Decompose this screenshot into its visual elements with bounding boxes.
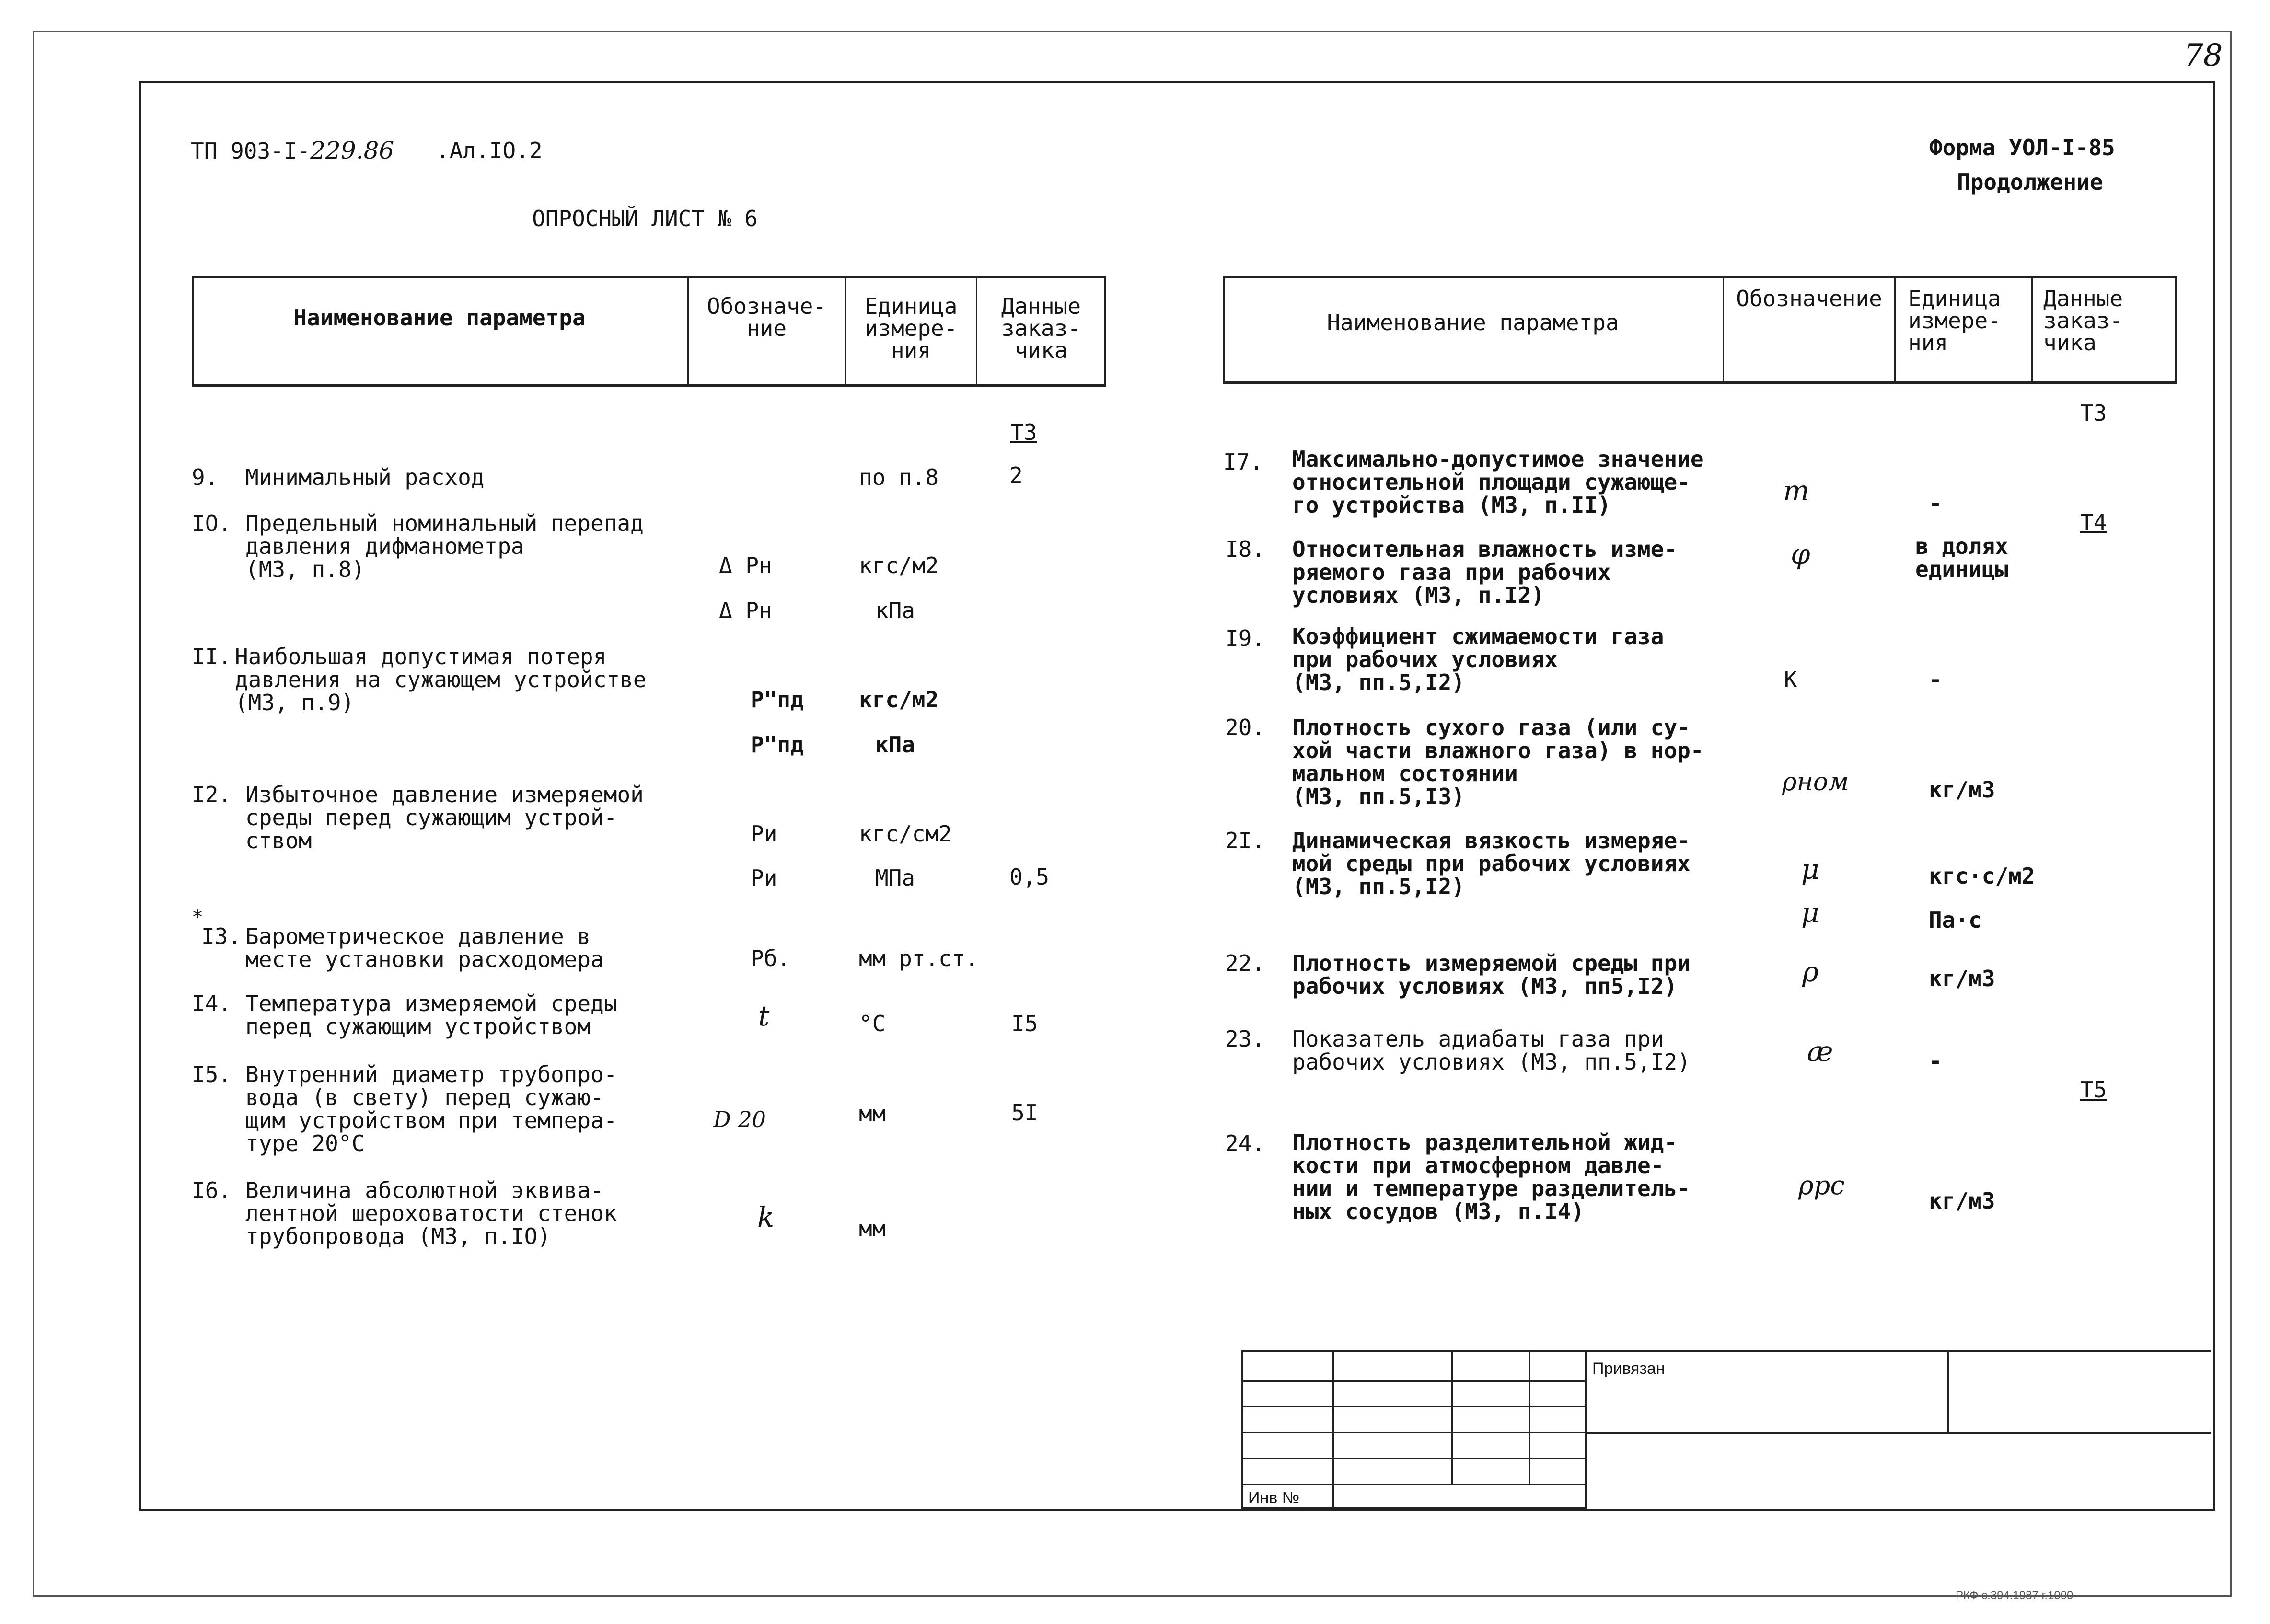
row-num: 2I.	[1225, 828, 1265, 853]
row-num: IO.	[192, 510, 232, 536]
row-num: I4.	[192, 991, 232, 1016]
doc-code	[191, 139, 394, 162]
album-number: .Ал.IO.2	[436, 138, 543, 163]
row-name: Избыточное давление измеряемой среды перед сужающим устрой- ством	[245, 782, 644, 853]
row-unit: -	[1929, 1048, 1942, 1074]
row-symbol: D 20	[713, 1106, 766, 1132]
row-symbol: Рб.	[751, 945, 791, 971]
left-marker-t3: ТЗ	[1010, 419, 1037, 445]
row-name: Плотность разделительной жид- кости при атмосферном давле- нии и температуре разделитель- ных сосудов (МЗ, п.I4)	[1292, 1129, 1691, 1224]
left-header-name: Наименование параметра	[293, 305, 586, 331]
row-name: Внутренний диаметр трубопро- вода (в свету) перед сужаю- щим устройством при темпера- туре 20°C	[245, 1061, 617, 1156]
row-name: Плотность измеряемой среды при рабочих условиях (МЗ, пп5,I2)	[1292, 950, 1691, 999]
row-name: Максимально-допустимое значение относительной площади сужающе- го устройства (МЗ, п.II)	[1292, 446, 1704, 518]
row-symbol: t	[758, 1000, 770, 1032]
row-unit: -	[1929, 667, 1942, 692]
row-star: *	[192, 906, 204, 928]
left-header-value: Данные заказ- чика	[1001, 293, 1081, 363]
row-symbol: ρном	[1782, 768, 1849, 796]
row-value-2: 0,5	[1009, 864, 1050, 890]
row-num: 20.	[1225, 714, 1265, 740]
stamp-privyazan: Привязан	[1592, 1359, 1665, 1378]
row-symbol-2: μ	[1801, 896, 1819, 929]
row-value: 2	[1009, 462, 1023, 488]
row-symbol: Ри	[751, 821, 777, 847]
row-unit-2: Па·с	[1929, 907, 1982, 933]
left-table-header	[192, 276, 1106, 387]
right-header-value: Данные заказ- чика	[2043, 286, 2123, 356]
page-number: 78	[2184, 38, 2223, 73]
row-unit-2: кПа	[875, 598, 915, 623]
row-symbol: m	[1783, 474, 1809, 507]
row-unit: кгс/см2	[859, 821, 952, 847]
row-name: Относительная влажность изме- ряемого газа при рабочих условиях (МЗ, п.I2)	[1292, 536, 1678, 608]
row-name: Плотность сухого газа (или су- хой части влажного газа) в нор- мальном состоянии (МЗ, пп.5,I3)	[1292, 714, 1704, 809]
row-unit: мм рт.ст.	[859, 945, 979, 971]
row-symbol: μ	[1801, 853, 1819, 886]
row-num: I8.	[1225, 536, 1265, 562]
row-num: II.	[192, 644, 232, 669]
form-label: Форма УОЛ-I-85	[1929, 135, 2115, 161]
row-num: I7.	[1223, 449, 1263, 475]
row-unit: кгс/м2	[859, 687, 939, 713]
left-header-unit: Единица измере- ния	[864, 293, 958, 363]
row-unit-2: МПа	[875, 865, 915, 891]
sheet-title: ОПРОСНЫЙ ЛИСТ № 6	[532, 206, 758, 231]
row-name: Коэффициент сжимаемости газа при рабочих условиях (МЗ, пп.5,I2)	[1292, 623, 1664, 695]
row-unit: в долях единицы	[1915, 533, 2008, 582]
right-header-unit: Единица измере- ния	[1908, 286, 2001, 356]
doc-code-printed: ТП 903-I-	[191, 138, 311, 164]
row-symbol-2: Р"пд	[751, 732, 804, 758]
row-num: I2.	[192, 782, 232, 807]
right-marker-t5: Т5	[2080, 1077, 2107, 1103]
printer-mark: РКФ с.394.1987 г.1000	[1956, 1589, 2073, 1602]
row-name: Температура измеряемой среды перед сужающим устройством	[245, 991, 617, 1039]
row-unit: кг/м3	[1929, 777, 1995, 803]
row-unit: кг/м3	[1929, 966, 1995, 991]
row-symbol: φ	[1791, 538, 1810, 570]
row-symbol: Р"пд	[751, 687, 804, 713]
row-name: Минимальный расход	[245, 464, 485, 490]
row-name: Показатель адиабаты газа при рабочих условиях (МЗ, пп.5,I2)	[1292, 1026, 1691, 1075]
right-header-name: Наименование параметра	[1327, 310, 1619, 335]
right-marker-t3: ТЗ	[2080, 400, 2107, 426]
row-num: I5.	[192, 1061, 232, 1087]
row-symbol: Δ Рн	[719, 553, 772, 578]
row-num: I6.	[192, 1177, 232, 1203]
row-symbol: æ	[1807, 1035, 1833, 1068]
row-name: Наибольшая допустимая потеря давления на сужающем устройстве (МЗ, п.9)	[235, 644, 647, 715]
stamp-block	[1241, 1350, 2211, 1509]
row-name: Барометрическое давление в месте установки расходомера	[245, 923, 604, 972]
row-unit: мм	[859, 1216, 886, 1242]
row-unit: °C	[859, 1011, 886, 1037]
row-unit: по п.8	[859, 464, 939, 490]
row-unit: -	[1929, 490, 1942, 516]
row-unit: кгс·с/м2	[1929, 863, 2035, 889]
row-unit: мм	[859, 1101, 886, 1127]
continuation-label: Продолжение	[1957, 169, 2103, 195]
row-symbol: ρ	[1802, 956, 1819, 988]
row-num: 22.	[1225, 950, 1265, 976]
row-value: 5I	[1011, 1100, 1038, 1126]
row-symbol-2: Δ Рн	[719, 598, 772, 623]
row-unit: кг/м3	[1929, 1188, 1995, 1214]
stamp-inv-no: Инв №	[1248, 1489, 1300, 1507]
row-symbol: ρрс	[1798, 1170, 1845, 1200]
row-num: 9.	[192, 464, 219, 490]
row-num: 24.	[1225, 1130, 1265, 1156]
row-symbol-2: Ри	[751, 865, 777, 891]
row-num: I3.	[201, 923, 242, 949]
row-name: Величина абсолютной эквива- лентной шероховатости стенок трубопровода (МЗ, п.IO)	[245, 1177, 617, 1249]
row-unit-2: кПа	[875, 732, 915, 758]
row-symbol: k	[757, 1201, 775, 1233]
row-name: Предельный номинальный перепад давления дифманометра (МЗ, п.8)	[245, 510, 644, 582]
doc-code-handwritten: 229.86	[310, 137, 394, 164]
row-value: I5	[1011, 1011, 1038, 1037]
row-num: 23.	[1225, 1026, 1265, 1052]
right-marker-t4: Т4	[2080, 509, 2107, 535]
right-table-header	[1223, 276, 2177, 384]
left-header-symbol: Обозначе- ние	[706, 293, 827, 341]
row-num: I9.	[1225, 625, 1265, 651]
row-name: Динамическая вязкость измеряе- мой среды при рабочих условиях (МЗ, пп.5,I2)	[1292, 828, 1691, 899]
row-unit: кгс/м2	[859, 553, 939, 578]
row-symbol: К	[1784, 667, 1797, 692]
right-header-symbol: Обозначение	[1736, 286, 1882, 311]
